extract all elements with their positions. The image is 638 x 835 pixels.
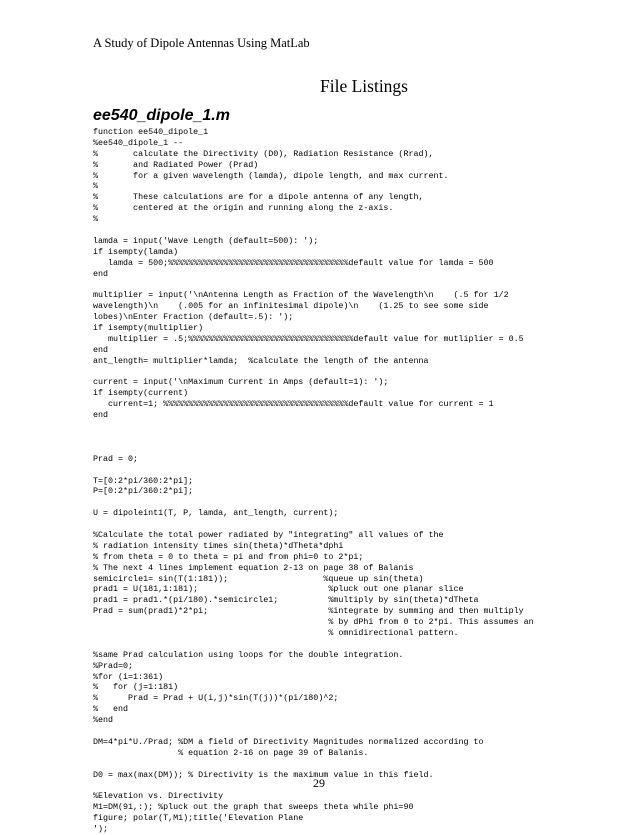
code-line: % xyxy=(93,214,99,225)
code-line xyxy=(93,497,563,508)
code-listing xyxy=(93,127,563,835)
code-line xyxy=(93,421,563,432)
code-line: % Prad = Prad + U(i,j)*sin(T(j))*(pi/180)^2; xyxy=(93,693,339,704)
code-line: end xyxy=(93,344,109,355)
code-line: T=[0:2*pi/360:2*pi]; xyxy=(93,475,194,486)
code-line: P=[0:2*pi/360:2*pi]; xyxy=(93,486,194,497)
code-line: function ee540_dipole_1 xyxy=(93,127,209,137)
code-line: % xyxy=(93,181,99,192)
code-line: multiplier = .5;%%%%%%%%%%%%%%%%%%%%%%%%%%%%%%%%%default value for mutliplier = 0.5 xyxy=(93,333,524,344)
code-line: end xyxy=(93,410,109,421)
code-line xyxy=(93,367,563,378)
running-header: A Study of Dipole Antennas Using MatLab xyxy=(93,36,310,50)
code-line xyxy=(93,432,563,443)
code-line: % for (j=1:181) xyxy=(93,682,179,693)
code-line: lamda = input('Wave Length (default=500): '); xyxy=(93,235,319,246)
code-line: Prad = 0; xyxy=(93,453,139,464)
code-line: current=1; %%%%%%%%%%%%%%%%%%%%%%%%%%%%%%%%%%%%%default value for current = 1 xyxy=(93,399,494,410)
code-line: % radiation intensity times sin(theta)*dTheta*dphi xyxy=(93,540,344,551)
code-line: figure; polar(T,M1);title('Elevation Plane xyxy=(93,813,304,824)
code-line: %Prad=0; xyxy=(93,660,134,671)
code-line: %same Prad calculation using loops for the double integration. xyxy=(93,649,404,660)
code-line: % The next 4 lines implement equation 2-13 on page 38 of Balanis xyxy=(93,562,414,573)
code-line xyxy=(93,465,563,476)
section-title: File Listings xyxy=(320,76,408,96)
code-line xyxy=(93,443,563,454)
code-line: DM=4*pi*U./Prad; %DM a field of Directivity Magnitudes normalized according to xyxy=(93,736,484,747)
code-line: prad1 = U(181,1:181); %pluck out one planar slice xyxy=(93,584,464,595)
code-line: wavelength)\n (.005 for an infinitesimal dipole)\n (1.25 to see some side xyxy=(93,301,489,312)
code-line: % and Radiated Power (Prad) xyxy=(93,159,259,170)
code-line: % equation 2-16 on page 39 of Balanis. xyxy=(93,747,369,758)
code-line: %ee540_dipole_1 -- xyxy=(93,137,184,148)
code-line: if isempty(multiplier) xyxy=(93,323,204,334)
code-line: prad1 = prad1.*(pi/180).*semicircle1; %multiply by sin(theta)*dTheta xyxy=(93,595,479,606)
page-number: 29 xyxy=(313,776,325,790)
code-line xyxy=(93,759,563,770)
code-line: multiplier = input('\nAntenna Length as Fraction of the Wavelength\n (.5 for 1/2 xyxy=(93,290,509,301)
code-line: D0 = max(max(DM)); % Directivity is the maximum value in this field. xyxy=(93,769,434,780)
code-line: % by dPhi from 0 to 2*pi. This assumes an xyxy=(93,617,534,628)
code-line: lobes)\nEnter Fraction (default=.5): '); xyxy=(93,312,294,323)
code-line: % from theta = 0 to theta = pi and from phi=0 to 2*pi; xyxy=(93,551,364,562)
code-line xyxy=(93,639,563,650)
code-line: %end xyxy=(93,715,114,726)
code-line: ant_length= multiplier*lamda; %calculate the length of the antenna xyxy=(93,355,429,366)
code-line: % calculate the Directivity (D0), Radiation Resistance (Rrad), xyxy=(93,148,434,159)
code-line xyxy=(93,279,563,290)
code-line: % These calculations are for a dipole antenna of any length, xyxy=(93,192,424,203)
code-line: %Elevation vs. Directivity xyxy=(93,791,224,802)
code-line: lamda = 500;%%%%%%%%%%%%%%%%%%%%%%%%%%%%%%%%%%%%default value for lamda = 500 xyxy=(93,257,494,268)
code-line: '); xyxy=(93,824,109,834)
code-line: %Calculate the total power radiated by "integrating" all values of the xyxy=(93,529,444,540)
code-line: end xyxy=(93,268,109,279)
code-line: if isempty(lamda) xyxy=(93,246,179,257)
code-line: % centered at the origin and running along the z-axis. xyxy=(93,203,394,214)
code-line: Prad = sum(prad1)*2*pi; %integrate by summing and then multiply xyxy=(93,606,524,617)
code-line: % for a given wavelength (lamda), dipole length, and max current. xyxy=(93,170,449,181)
code-line xyxy=(93,519,563,530)
file-name-heading: ee540_dipole_1.m xyxy=(93,107,230,124)
code-line xyxy=(93,225,563,236)
code-line: U = dipoleint1(T, P, lamda, ant_length, current); xyxy=(93,508,339,519)
code-line: current = input('\nMaximum Current in Amps (default=1): '); xyxy=(93,377,389,388)
code-line: % end xyxy=(93,704,129,715)
code-line: % omnidirectional pattern. xyxy=(93,627,459,638)
code-line: if isempty(current) xyxy=(93,388,189,399)
code-line xyxy=(93,726,563,737)
code-line: semicircle1= sin(T(1:181)); %queue up sin(theta) xyxy=(93,573,424,584)
code-line: M1=DM(91,:); %pluck out the graph that sweeps theta while phi=90 xyxy=(93,802,414,813)
code-line: %for (i=1:361) xyxy=(93,671,164,682)
